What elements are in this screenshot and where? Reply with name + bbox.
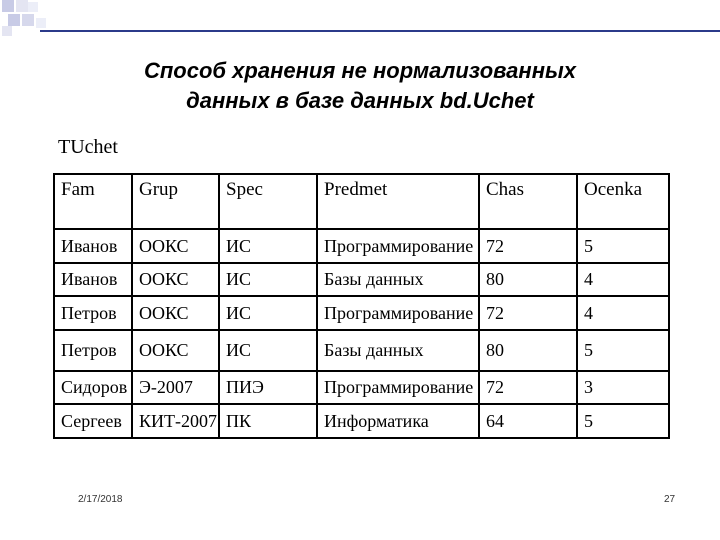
cell-grup: ООКС xyxy=(132,263,219,296)
cell-predmet: Базы данных xyxy=(317,263,479,296)
cell-fam: Иванов xyxy=(54,229,132,263)
cell-fam: Иванов xyxy=(54,263,132,296)
cell-chas: 72 xyxy=(479,296,577,330)
cell-grup: КИТ-2007 xyxy=(132,404,219,438)
decor-square xyxy=(22,14,34,26)
decor-square xyxy=(28,2,38,12)
cell-spec: ИС xyxy=(219,330,317,371)
cell-predmet: Программирование xyxy=(317,296,479,330)
table-row xyxy=(54,263,669,296)
table-header-row xyxy=(54,174,669,229)
cell-predmet: Информатика xyxy=(317,404,479,438)
decor-square xyxy=(16,0,28,12)
table-row xyxy=(54,330,669,371)
decor-square xyxy=(36,18,46,28)
header-rule xyxy=(40,30,720,32)
cell-ocenka: 4 xyxy=(577,263,669,296)
cell-fam: Сидоров xyxy=(54,371,132,404)
cell-ocenka: 3 xyxy=(577,371,669,404)
slide-title-line1: Способ хранения не нормализованных xyxy=(143,58,577,83)
slide-decoration xyxy=(0,0,720,40)
cell-predmet: Базы данных xyxy=(317,330,479,371)
cell-ocenka: 5 xyxy=(577,404,669,438)
cell-chas: 72 xyxy=(479,371,577,404)
header-cell-spec: Spec xyxy=(219,174,317,229)
table-name: TUchet xyxy=(58,136,118,158)
header-cell-grup: Grup xyxy=(132,174,219,229)
header-cell-fam: Fam xyxy=(54,174,132,229)
cell-spec: ИС xyxy=(219,229,317,263)
table-row xyxy=(54,371,669,404)
footer-date: 2/17/2018 xyxy=(78,494,123,505)
cell-predmet: Программирование xyxy=(317,229,479,263)
cell-ocenka: 5 xyxy=(577,330,669,371)
decor-square xyxy=(8,14,20,26)
decor-square xyxy=(2,26,12,36)
cell-chas: 72 xyxy=(479,229,577,263)
data-table xyxy=(53,173,670,439)
cell-grup: ООКС xyxy=(132,296,219,330)
cell-chas: 80 xyxy=(479,330,577,371)
cell-spec: ПК xyxy=(219,404,317,438)
header-cell-predmet: Predmet xyxy=(317,174,479,229)
cell-fam: Петров xyxy=(54,296,132,330)
cell-fam: Петров xyxy=(54,330,132,371)
cell-grup: ООКС xyxy=(132,229,219,263)
cell-chas: 64 xyxy=(479,404,577,438)
cell-spec: ИС xyxy=(219,296,317,330)
header-cell-ocenka: Ocenka xyxy=(577,174,669,229)
slide-title-line2: данных в базе данных bd.Uchet xyxy=(186,88,534,113)
cell-fam: Сергеев xyxy=(54,404,132,438)
cell-spec: ПИЭ xyxy=(219,371,317,404)
page-number: 27 xyxy=(664,494,676,505)
header-cell-chas: Chas xyxy=(479,174,577,229)
table-row xyxy=(54,404,669,438)
cell-grup: Э-2007 xyxy=(132,371,219,404)
cell-chas: 80 xyxy=(479,263,577,296)
decor-square xyxy=(2,0,14,12)
cell-ocenka: 4 xyxy=(577,296,669,330)
table-row xyxy=(54,296,669,330)
cell-grup: ООКС xyxy=(132,330,219,371)
cell-ocenka: 5 xyxy=(577,229,669,263)
cell-predmet: Программирование xyxy=(317,371,479,404)
table-row xyxy=(54,229,669,263)
cell-spec: ИС xyxy=(219,263,317,296)
